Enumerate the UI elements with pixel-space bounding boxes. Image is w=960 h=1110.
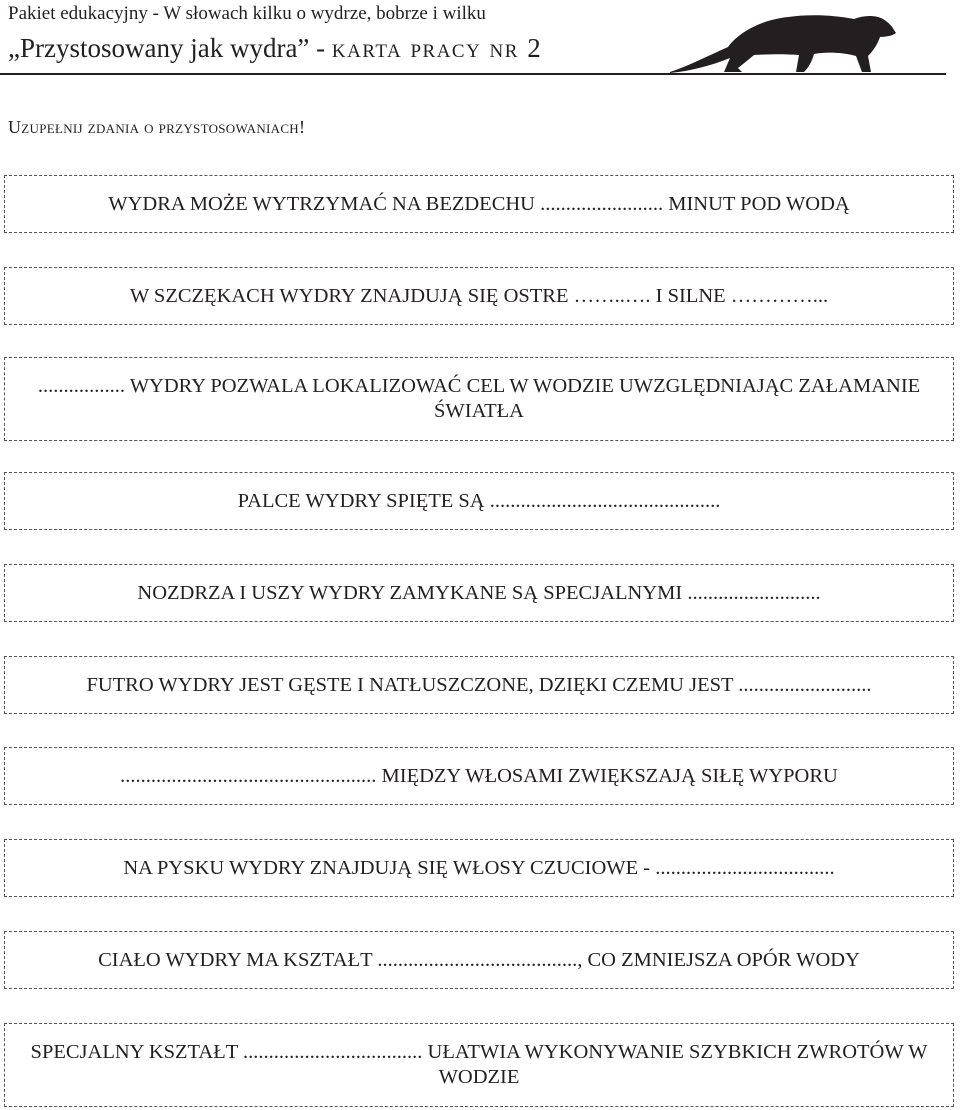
sentence-box-9[interactable]: CIAŁO WYDRY MA KSZTAŁT ......................................., CO ZMNIEJSZA OPÓR WODY xyxy=(4,931,954,989)
sentence-box-3[interactable]: ................. WYDRY POZWALA LOKALIZOWAĆ CEL W WODZIE UWZGLĘDNIAJĄC ZAŁAMANIE ŚWIATŁA xyxy=(4,357,954,441)
sentence-box-7[interactable]: .................................................. MIĘDZY WŁOSAMI ZWIĘKSZAJĄ SIŁĘ WYPORU xyxy=(4,747,954,805)
sentence-box-5[interactable]: NOZDRZA I USZY WYDRY ZAMYKANE SĄ SPECJALNYMI .......................... xyxy=(4,564,954,622)
sentence-box-2[interactable]: W SZCZĘKACH WYDRY ZNAJDUJĄ SIĘ OSTRE ……..…. I SILNE …………... xyxy=(4,267,954,325)
worksheet-title xyxy=(8,30,542,66)
sentence-box-4[interactable]: PALCE WYDRY SPIĘTE SĄ ............................................. xyxy=(4,472,954,530)
sentence-box-6[interactable]: FUTRO WYDRY JEST GĘSTE I NATŁUSZCZONE, DZIĘKI CZEMU JEST .......................... xyxy=(4,656,954,714)
header-divider xyxy=(0,73,946,75)
instruction-text: Uzupełnij zdania o przystosowaniach! xyxy=(8,117,306,137)
worksheet-package-title: Pakiet edukacyjny - W słowach kilku o wydrze, bobrze i wilku xyxy=(8,3,486,24)
worksheet-card-label: karta pracy nr 2 xyxy=(331,33,543,63)
sentence-box-1[interactable]: WYDRA MOŻE WYTRZYMAĆ NA BEZDECHU ........................ MINUT POD WODĄ xyxy=(4,175,954,233)
otter-silhouette-icon xyxy=(668,10,896,74)
sentence-box-10[interactable]: SPECJALNY KSZTAŁT ................................... UŁATWIA WYKONYWANIE SZYBKICH ZWROTÓW W WODZIE xyxy=(4,1023,954,1107)
sentence-box-8[interactable]: NA PYSKU WYDRY ZNAJDUJĄ SIĘ WŁOSY CZUCIOWE - ................................... xyxy=(4,839,954,897)
worksheet-title-separator: - xyxy=(309,33,332,63)
worksheet-title-main: „Przystosowany jak wydra” xyxy=(8,33,310,63)
